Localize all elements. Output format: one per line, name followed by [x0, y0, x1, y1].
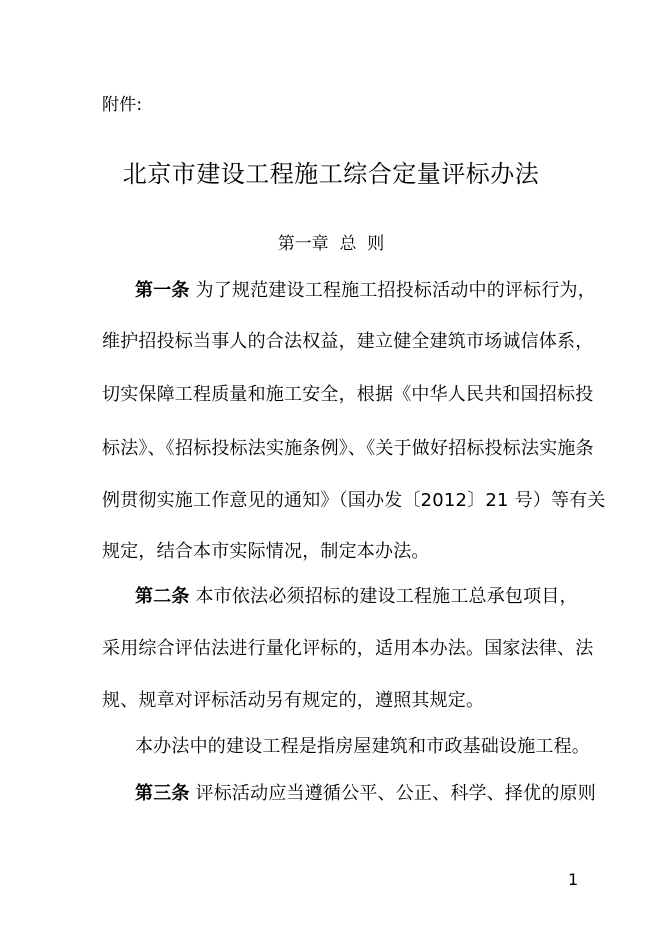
- article-1-line-2: 维护招投标当事人的合法权益，建立健全建筑市场诚信体系，: [102, 331, 594, 352]
- article-2-line-2: 采用综合评估法进行量化评标的，适用本办法。国家法律、法: [102, 638, 594, 659]
- scope-paragraph: 本办法中的建设工程是指房屋建筑和市政基础设施工程。: [135, 736, 590, 757]
- article-3-text: 评标活动应当遵循公平、公正、科学、择优的原则: [189, 783, 596, 804]
- document-title: 北京市建设工程施工综合定量评标办法: [122, 160, 540, 188]
- article-2-lead: 第二条: [135, 586, 190, 607]
- chapter-heading: 第一章 总 则: [277, 234, 385, 254]
- article-2-text: 本市依法必须招标的建设工程施工总承包项目，: [189, 586, 578, 607]
- article-1-line-5: 例贯彻实施工作意见的通知》（国办发〔2012〕21 号）等有关: [102, 490, 606, 511]
- article-1-lead: 第一条: [135, 280, 190, 301]
- article-1-line-3: 切实保障工程质量和施工安全，根据《中华人民共和国招标投: [102, 384, 594, 405]
- article-1-first-line: [135, 279, 596, 303]
- attachment-label: 附件:: [102, 95, 143, 115]
- article-3-first-line: [135, 782, 596, 806]
- article-1-text: 为了规范建设工程施工招投标活动中的评标行为，: [189, 280, 596, 301]
- article-1-line-6: 规定，结合本市实际情况，制定本办法。: [102, 541, 430, 562]
- article-1-line-4: 标法》、《招标投标法实施条例》、《关于做好招标投标法实施条: [102, 438, 594, 459]
- article-3-lead: 第三条: [135, 783, 190, 804]
- page-number: 1: [568, 870, 579, 889]
- article-2-line-3: 规、规章对评标活动另有规定的，遵照其规定。: [102, 690, 485, 711]
- article-2-first-line: [135, 585, 578, 609]
